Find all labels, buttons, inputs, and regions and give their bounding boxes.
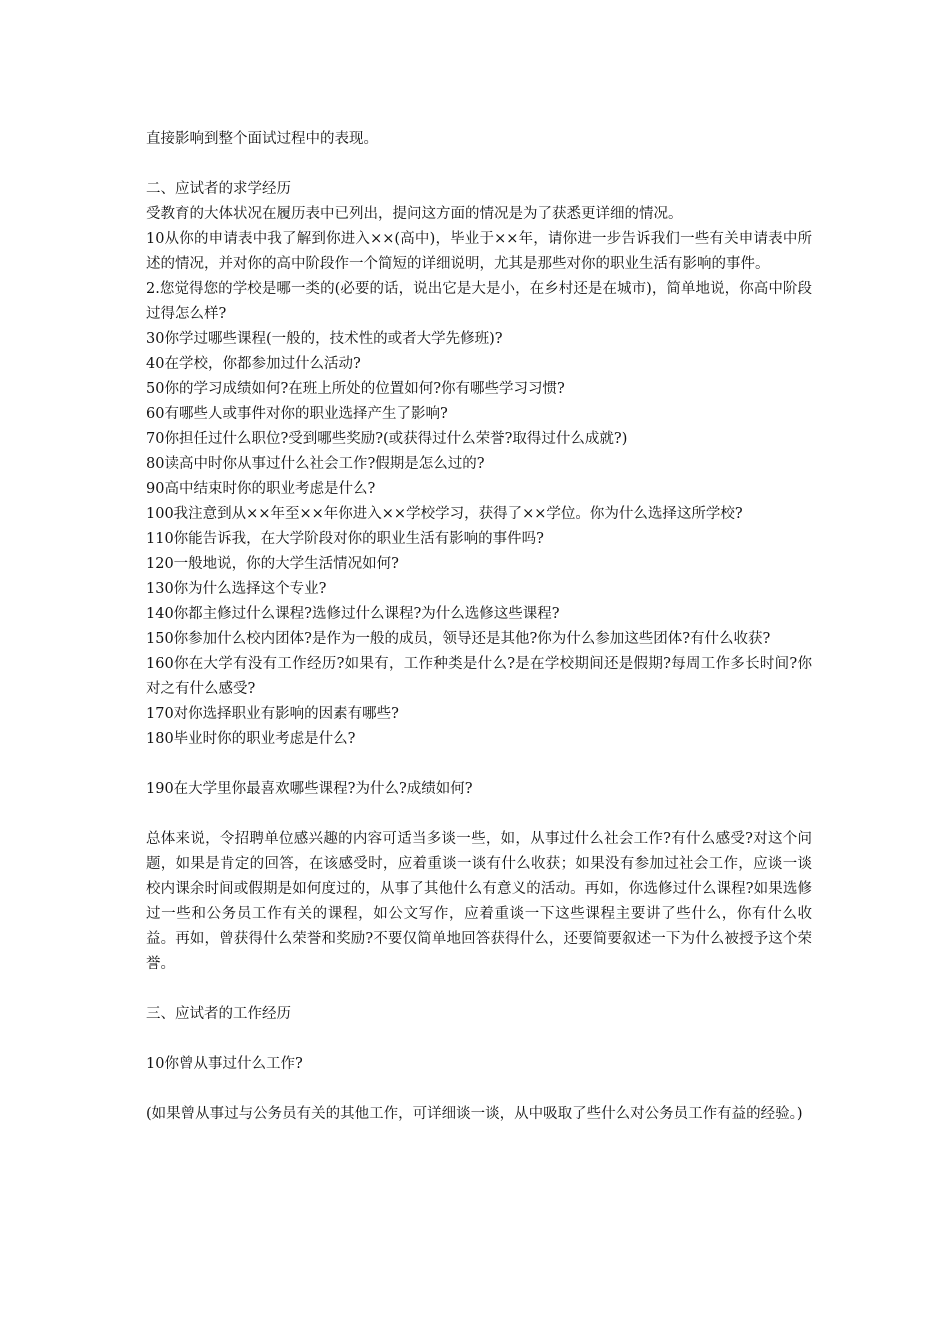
question-item: 2.您觉得您的学校是哪一类的(必要的话，说出它是大是小，在乡村还是在城市)，简单地说，你高中阶段过得怎么样?: [146, 281, 812, 322]
blank-line: [146, 752, 812, 777]
blank-line: [146, 1077, 812, 1102]
paragraph-intro-tail: 直接影响到整个面试过程中的表现。: [146, 131, 378, 147]
question-item: 140你都主修过什么课程?选修过什么课程?为什么选修这些课程?: [146, 606, 560, 622]
question-item: 50你的学习成绩如何?在班上所处的位置如何?你有哪些学习习惯?: [146, 381, 565, 397]
question-item: 10从你的申请表中我了解到你进入××(高中)，毕业于××年，请你进一步告诉我们一些有关申请表中所述的情况，并对你的高中阶段作一个简短的详细说明，尤其是那些对你的职业生活有影响的事件。: [146, 231, 812, 272]
paragraph-work-note: (如果曾从事过与公务员有关的其他工作，可详细谈一谈，从中吸取了些什么对公务员工作有益的经验。): [146, 1106, 803, 1122]
question-item: 70你担任过什么职位?受到哪些奖励?(或获得过什么荣誉?取得过什么成就?): [146, 431, 628, 447]
question-item: 30你学过哪些课程(一般的，技术性的或者大学先修班)?: [146, 331, 503, 347]
question-item: 130你为什么选择这个专业?: [146, 581, 327, 597]
question-item: 100我注意到从××年至××年你进入××学校学习，获得了××学位。你为什么选择这所学校?: [146, 506, 743, 522]
question-item: 180毕业时你的职业考虑是什么?: [146, 731, 356, 747]
question-item: 10你曾从事过什么工作?: [146, 1056, 303, 1072]
blank-line: [146, 977, 812, 1002]
document-body: [146, 127, 812, 1127]
question-item: 90高中结束时你的职业考虑是什么?: [146, 481, 376, 497]
question-item: 60有哪些人或事件对你的职业选择产生了影响?: [146, 406, 448, 422]
question-item: 170对你选择职业有影响的因素有哪些?: [146, 706, 399, 722]
question-item: 80读高中时你从事过什么社会工作?假期是怎么过的?: [146, 456, 485, 472]
question-item: 160你在大学有没有工作经历?如果有，工作种类是什么?是在学校期间还是假期?每周工作多长时间?你对之有什么感受?: [146, 656, 812, 697]
question-item: 150你参加什么校内团体?是作为一般的成员，领导还是其他?你为什么参加这些团体?有什么收获?: [146, 631, 771, 647]
question-item: 40在学校，你都参加过什么活动?: [146, 356, 361, 372]
paragraph-summary: 总体来说，令招聘单位感兴趣的内容可适当多谈一些，如，从事过什么社会工作?有什么感受?对这个问题，如果是肯定的回答，在该感受时，应着重谈一谈有什么收获；如果没有参加过社会工作，应谈一谈校内课余时间或假期是如何度过的，从事了其他什么有意义的活动。再如，你选修过什么课程?如果选修过一些和公务员工作有关的课程，如公文写作，应着重谈一下这些课程主要讲了些什么，你有什么收益。再如，曾获得什么荣誉和奖励?不要仅简单地回答获得什么，还要简要叙述一下为什么被授予这个荣誉。: [146, 831, 812, 972]
section-heading-education: 二、应试者的求学经历: [146, 181, 291, 197]
blank-line: [146, 802, 812, 827]
blank-line: [146, 1027, 812, 1052]
paragraph-education-intro: 受教育的大体状况在履历表中已列出，提问这方面的情况是为了获悉更详细的情况。: [146, 206, 683, 222]
question-item: 110你能告诉我，在大学阶段对你的职业生活有影响的事件吗?: [146, 531, 544, 547]
section-heading-work: 三、应试者的工作经历: [146, 1006, 291, 1022]
question-item: 120一般地说，你的大学生活情况如何?: [146, 556, 399, 572]
blank-line: [146, 152, 812, 177]
question-item: 190在大学里你最喜欢哪些课程?为什么?成绩如何?: [146, 781, 473, 797]
